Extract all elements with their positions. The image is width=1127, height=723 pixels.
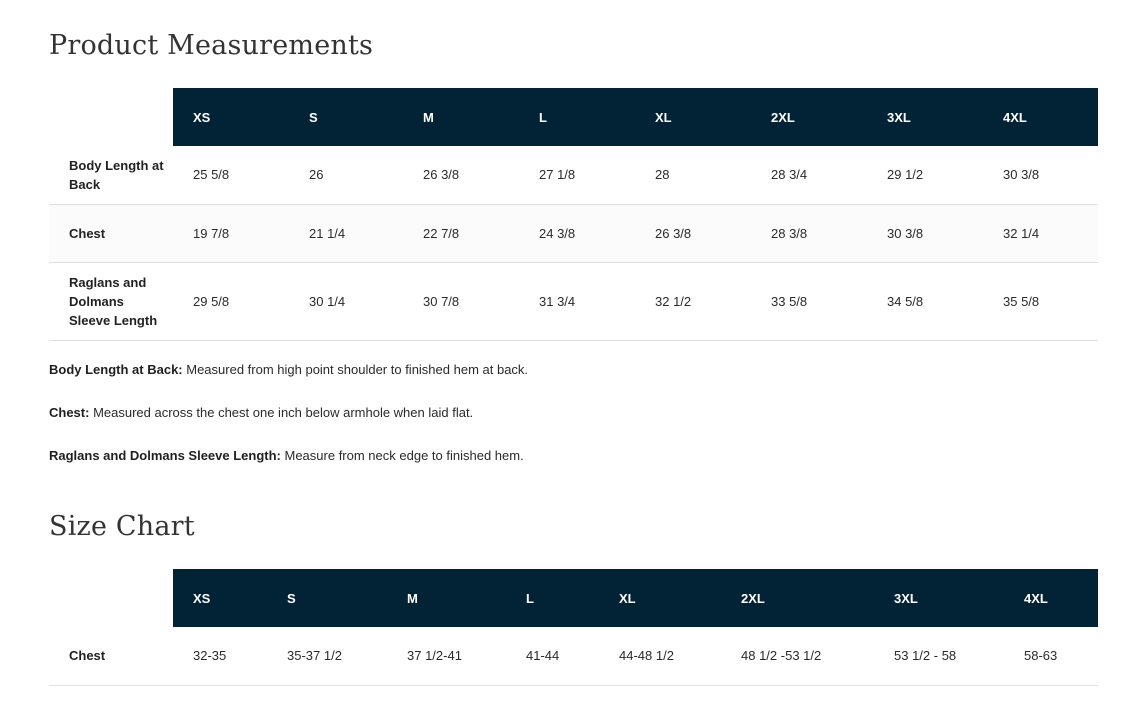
size-chart-table xyxy=(49,569,1098,686)
note-chest xyxy=(49,403,1098,422)
table-cell: 29 1/2 xyxy=(867,146,983,204)
table-cell: 25 5/8 xyxy=(173,146,289,204)
table-cell: 37 1/2-41 xyxy=(387,627,506,685)
row-label-sleeve-length: Raglans and Dolmans Sleeve Length xyxy=(49,262,173,340)
table-cell: 48 1/2 -53 1/2 xyxy=(721,627,874,685)
table-cell: 33 5/8 xyxy=(751,262,867,340)
size-header-m: M xyxy=(387,569,506,627)
size-header-m: M xyxy=(403,88,519,146)
table-cell: 30 7/8 xyxy=(403,262,519,340)
measurement-notes xyxy=(49,360,1098,489)
table-cell: 30 1/4 xyxy=(289,262,403,340)
size-header-s: S xyxy=(267,569,387,627)
table-cell: 34 5/8 xyxy=(867,262,983,340)
size-header-l: L xyxy=(519,88,635,146)
size-header-s: S xyxy=(289,88,403,146)
table-row-sleeve-length xyxy=(49,262,1098,340)
table-cell: 24 3/8 xyxy=(519,204,635,262)
note-term: Body Length at Back: xyxy=(49,362,183,377)
table-row-chest xyxy=(49,627,1098,685)
table-cell: 30 3/8 xyxy=(983,146,1098,204)
table-cell: 35 5/8 xyxy=(983,262,1098,340)
table-cell: 35-37 1/2 xyxy=(267,627,387,685)
table-cell: 44-48 1/2 xyxy=(599,627,721,685)
header-corner-cell xyxy=(49,569,173,627)
table-cell: 31 3/4 xyxy=(519,262,635,340)
table-cell: 41-44 xyxy=(506,627,599,685)
note-body-length xyxy=(49,360,1098,379)
row-label-chest: Chest xyxy=(49,627,173,685)
table-cell: 22 7/8 xyxy=(403,204,519,262)
table-cell: 26 xyxy=(289,146,403,204)
table-cell: 30 3/8 xyxy=(867,204,983,262)
header-corner-cell xyxy=(49,88,173,146)
table-cell: 58-63 xyxy=(1004,627,1098,685)
table-cell: 19 7/8 xyxy=(173,204,289,262)
note-text: Measure from neck edge to finished hem. xyxy=(280,448,524,463)
table-cell: 32 1/4 xyxy=(983,204,1098,262)
table-cell: 26 3/8 xyxy=(635,204,751,262)
size-header-xl: XL xyxy=(599,569,721,627)
size-header-3xl: 3XL xyxy=(867,88,983,146)
size-header-l: L xyxy=(506,569,599,627)
note-text: Measured from high point shoulder to finished hem at back. xyxy=(182,362,529,377)
size-chart-title: Size Chart xyxy=(49,511,195,542)
product-measurements-title: Product Measurements xyxy=(49,30,374,61)
table-row-chest xyxy=(49,204,1098,262)
size-header-xs: XS xyxy=(173,569,267,627)
size-header-4xl: 4XL xyxy=(983,88,1098,146)
row-label-chest: Chest xyxy=(49,204,173,262)
table-cell: 28 3/8 xyxy=(751,204,867,262)
size-header-4xl: 4XL xyxy=(1004,569,1098,627)
table-cell: 21 1/4 xyxy=(289,204,403,262)
note-term: Chest: xyxy=(49,405,90,420)
size-header-xs: XS xyxy=(173,88,289,146)
table-cell: 28 xyxy=(635,146,751,204)
table-cell: 53 1/2 - 58 xyxy=(874,627,1004,685)
table-cell: 26 3/8 xyxy=(403,146,519,204)
table-cell: 32 1/2 xyxy=(635,262,751,340)
size-header-2xl: 2XL xyxy=(721,569,874,627)
size-header-xl: XL xyxy=(635,88,751,146)
table-header-row xyxy=(49,88,1098,146)
row-label-body-length: Body Length at Back xyxy=(49,146,173,204)
product-measurements-table xyxy=(49,88,1098,341)
table-cell: 28 3/4 xyxy=(751,146,867,204)
note-text: Measured across the chest one inch below armhole when laid flat. xyxy=(89,405,474,420)
table-cell: 27 1/8 xyxy=(519,146,635,204)
note-sleeve-length xyxy=(49,446,1098,465)
table-cell: 29 5/8 xyxy=(173,262,289,340)
size-header-3xl: 3XL xyxy=(874,569,1004,627)
table-cell: 32-35 xyxy=(173,627,267,685)
size-header-2xl: 2XL xyxy=(751,88,867,146)
note-term: Raglans and Dolmans Sleeve Length: xyxy=(49,448,281,463)
table-row-body-length xyxy=(49,146,1098,204)
table-header-row xyxy=(49,569,1098,627)
